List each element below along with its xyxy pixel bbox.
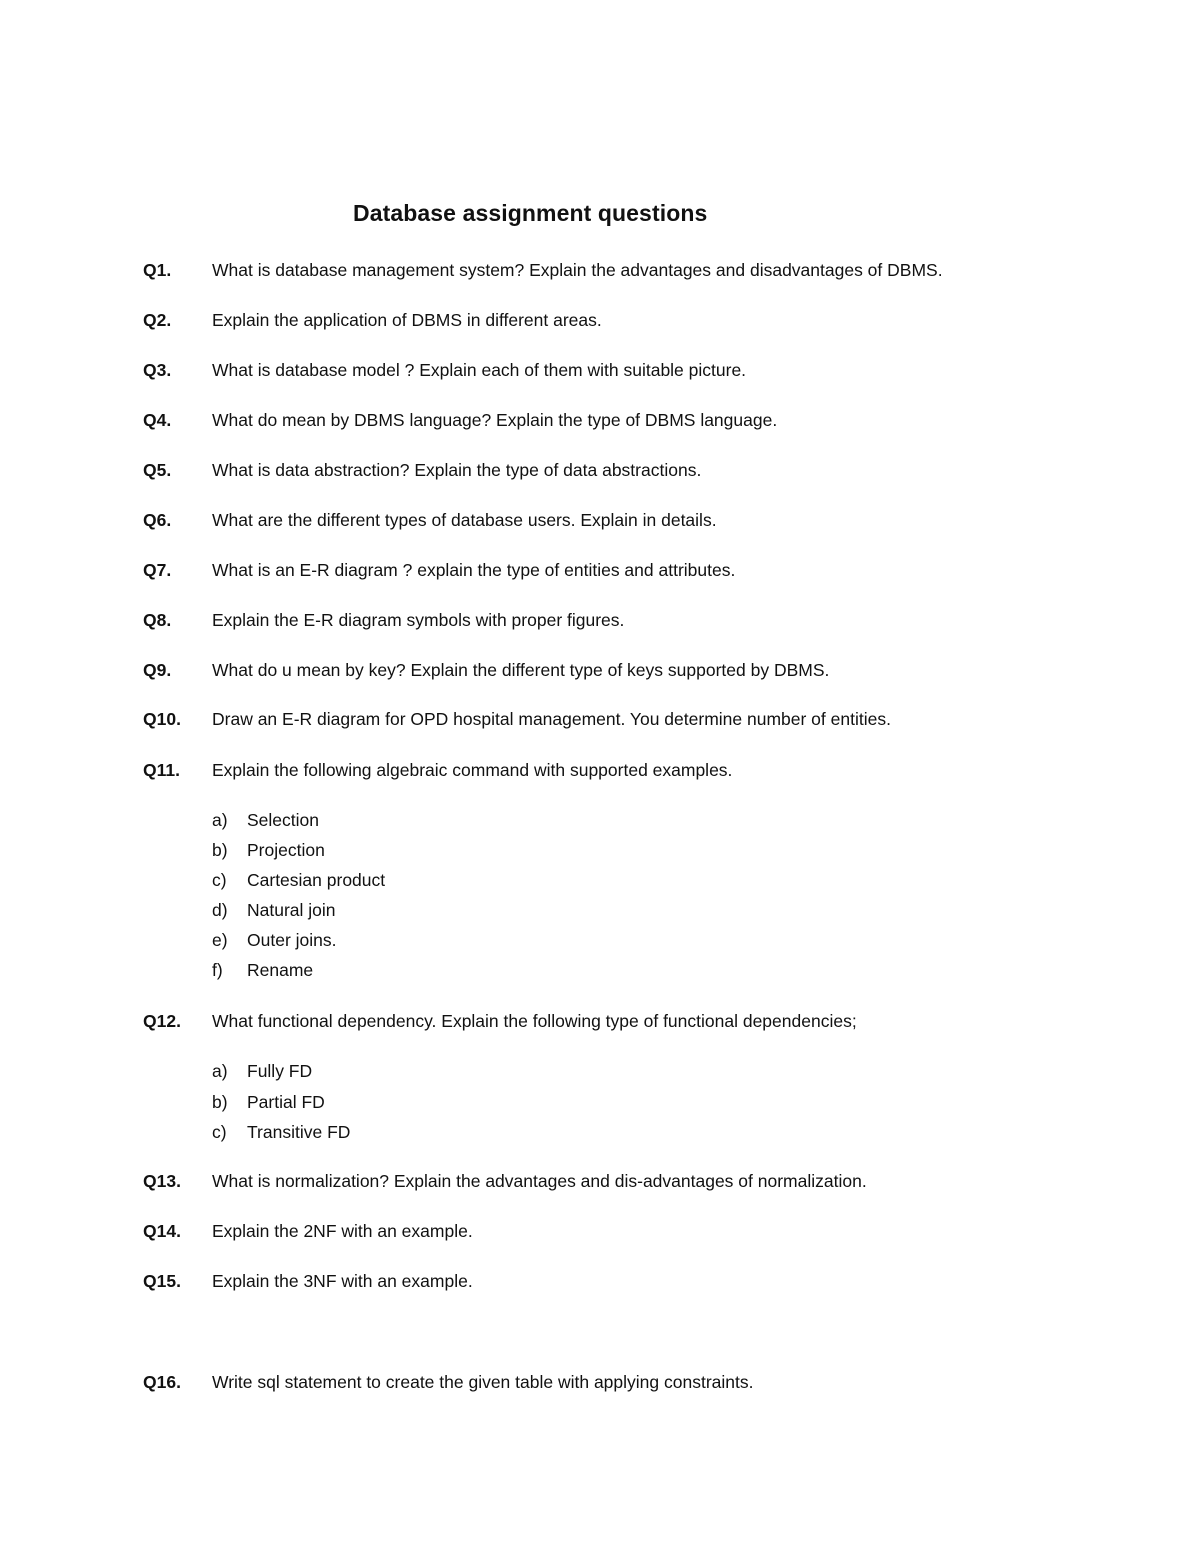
list-item-letter: a) <box>212 810 228 830</box>
list-item-text: Transitive FD <box>247 1122 351 1142</box>
question-item <box>0 760 1200 786</box>
list-item <box>0 1092 1200 1116</box>
question-number: Q2. <box>143 310 172 330</box>
question-text: What functional dependency. Explain the following type of functional dependencies; <box>212 1011 857 1031</box>
list-item <box>0 810 1200 834</box>
question-number: Q7. <box>143 560 172 580</box>
question-item <box>0 660 1200 686</box>
list-item <box>0 1122 1200 1146</box>
question-item <box>0 560 1200 586</box>
list-item-letter: b) <box>212 1092 228 1112</box>
question-item <box>0 709 1200 735</box>
question-number: Q10. <box>143 709 181 729</box>
question-item <box>0 360 1200 386</box>
list-item-text: Cartesian product <box>247 870 386 890</box>
question-text: Explain the application of DBMS in different areas. <box>212 310 602 330</box>
document-title: Database assignment questions <box>353 200 708 226</box>
list-item <box>0 960 1200 984</box>
question-item <box>0 410 1200 436</box>
question-item <box>0 1011 1200 1037</box>
list-item-text: Natural join <box>247 900 336 920</box>
question-number: Q1. <box>143 260 172 280</box>
list-item-letter: c) <box>212 870 227 890</box>
question-text: What is database model ? Explain each of them with suitable picture. <box>212 360 747 380</box>
list-item-letter: c) <box>212 1122 227 1142</box>
list-item <box>0 930 1200 954</box>
question-number: Q15. <box>143 1271 181 1291</box>
question-text: What is database management system? Explain the advantages and disadvantages of DBMS. <box>212 260 943 280</box>
question-item <box>0 1372 1200 1398</box>
question-text: Draw an E-R diagram for OPD hospital management. You determine number of entities. <box>212 709 891 729</box>
list-item <box>0 1061 1200 1085</box>
question-item <box>0 510 1200 536</box>
list-item <box>0 870 1200 894</box>
list-item-letter: b) <box>212 840 228 860</box>
question-text: What is an E-R diagram ? explain the type of entities and attributes. <box>212 560 736 580</box>
question-text: What is data abstraction? Explain the type of data abstractions. <box>212 460 702 480</box>
list-item-letter: f) <box>212 960 223 980</box>
question-number: Q4. <box>143 410 172 430</box>
question-item <box>0 260 1200 286</box>
question-text: What are the different types of database users. Explain in details. <box>212 510 717 530</box>
question-item <box>0 1171 1200 1197</box>
question-number: Q13. <box>143 1171 181 1191</box>
question-number: Q3. <box>143 360 172 380</box>
list-item-text: Partial FD <box>247 1092 325 1112</box>
list-item-letter: d) <box>212 900 228 920</box>
question-item <box>0 1271 1200 1297</box>
question-number: Q8. <box>143 610 172 630</box>
question-text: Explain the 2NF with an example. <box>212 1221 473 1241</box>
question-number: Q14. <box>143 1221 181 1241</box>
list-item-text: Fully FD <box>247 1061 313 1081</box>
question-item <box>0 610 1200 636</box>
question-text: What do mean by DBMS language? Explain the type of DBMS language. <box>212 410 778 430</box>
list-item-text: Projection <box>247 840 325 860</box>
question-number: Q16. <box>143 1372 181 1392</box>
list-item <box>0 840 1200 864</box>
question-number: Q11. <box>143 760 180 780</box>
question-text: Explain the 3NF with an example. <box>212 1271 473 1291</box>
question-number: Q9. <box>143 660 172 680</box>
question-text: What do u mean by key? Explain the different type of keys supported by DBMS. <box>212 660 830 680</box>
list-item-letter: e) <box>212 930 228 950</box>
question-text: Write sql statement to create the given table with applying constraints. <box>212 1372 754 1392</box>
list-item <box>0 900 1200 924</box>
list-item-text: Outer joins. <box>247 930 337 950</box>
list-item-text: Rename <box>247 960 314 980</box>
question-item <box>0 1221 1200 1247</box>
list-item-text: Selection <box>247 810 319 830</box>
question-number: Q12. <box>143 1011 181 1031</box>
question-text: Explain the following algebraic command with supported examples. <box>212 760 733 780</box>
question-number: Q5. <box>143 460 172 480</box>
list-item-letter: a) <box>212 1061 228 1081</box>
question-text: Explain the E-R diagram symbols with proper figures. <box>212 610 625 630</box>
question-item <box>0 460 1200 486</box>
question-item <box>0 310 1200 336</box>
question-text: What is normalization? Explain the advantages and dis-advantages of normalization. <box>212 1171 867 1191</box>
question-number: Q6. <box>143 510 172 530</box>
